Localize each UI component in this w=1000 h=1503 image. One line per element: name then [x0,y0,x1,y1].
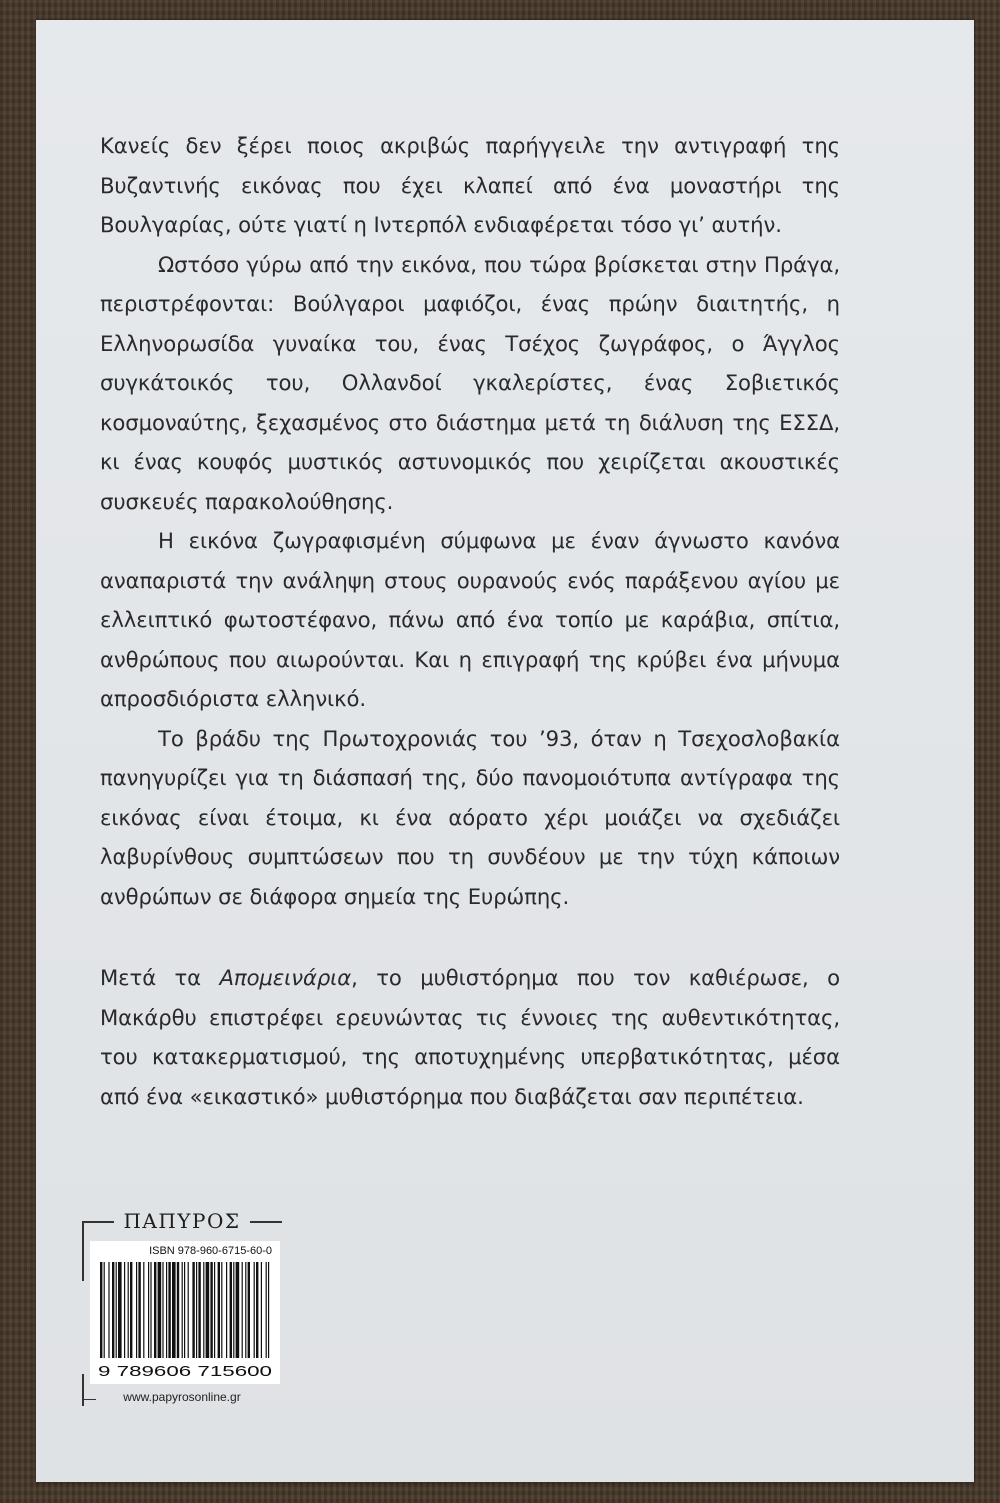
blurb-paragraph-3: Η εικόνα ζωγραφισμένη σύμφωνα με έναν άγνωστο κανόνα αναπαριστά την ανάληψη στους ουρανούς ενός παράξενου αγίου με ελλειπτικό φωτοστέφανο, πάνω από ένα τοπίο με καράβια, σπίτια, ανθρώπους που αιωρούνται. Και η επιγραφή της κρύβει ένα μήνυμα απροσδιόριστα ελληνικό. [100,528,840,711]
publisher-url: www.papyrosonline.gr [123,1390,241,1404]
barcode-bar [188,1262,189,1358]
barcode-bar [116,1262,117,1358]
barcode-bar [268,1262,269,1358]
barcode-digits: 9 789606 715600 [98,1363,272,1380]
barcode-bar [218,1262,220,1358]
barcode-bar [254,1262,255,1358]
publisher-name: ΠΑΠΥΡΟΣ [123,1209,241,1233]
blurb-paragraph-1: Κανείς δεν ξέρει ποιος ακριβώς παρήγγειλε την αντιγραφή της Βυζαντινής εικόνας που έχει κλαπεί από ένα μοναστήρι της Βουλγαρίας, ούτε γιατί η Ιντερπόλ ενδιαφέρεται τόσο γι’ αυτήν. [100,133,840,237]
barcode-bar [172,1262,176,1358]
barcode-bar [150,1262,151,1358]
barcode-bar [198,1262,200,1358]
isbn-text: ISBN 978-960-6715-60-0 [149,1245,272,1257]
blurb-paragraph-5 [100,958,840,1116]
barcode-bar [196,1262,197,1358]
barcode-bar [118,1262,122,1358]
barcode-bar [182,1262,183,1358]
barcode-bar [245,1262,246,1358]
barcode-box [90,1241,280,1384]
barcode-bar [166,1262,167,1358]
barcode-bar [108,1262,109,1358]
barcode-bar [192,1262,194,1358]
barcode-bar [124,1262,125,1358]
barcode-bar [226,1262,227,1358]
barcode-bar [168,1262,170,1358]
barcode [96,1260,274,1380]
barcode-bar [210,1262,212,1358]
bracket-left-top [82,1221,84,1281]
blurb-paragraph-2: Ωστόσο γύρω από την εικόνα, που τώρα βρίσκεται στην Πράγα, περιστρέφονται: Βούλγαροι μαφιόζοι, ένας πρώην διαιτητής, η Ελληνορωσίδα γυναίκα του, ένας Τσέχος ζωγράφος, ο Άγγλος συγκάτοικός του, Ολλανδοί γκαλερίστες, ένας Σοβιετικός κοσμοναύτης, ξεχασμένος στο διάστημα μετά τη διάλυση της ΕΣΣΔ, κι ένας κουφός μυστικός αστυνομικός που χειρίζεται ακουστικές συσκευές παρακολούθησης. [100,251,840,514]
barcode-bar [100,1262,102,1358]
barcode-bar [138,1262,140,1358]
barcode-bar [242,1262,243,1358]
blurb-p5-end: , το μυθιστόρημα που τον καθιέρωσε, ο Μακάρθυ επιστρέφει ερευνώντας τις έννοιες της αυθεντικότητας, του κατακερματισμού, της αποτυχημένης υπερβατικότητας, μέσα από ένα «εικαστικό» μυθιστόρημα που διαβάζεται σαν περιπέτεια. [100,965,840,1109]
blurb-text [100,126,840,1116]
blurb-p5-start: Μετά τα [100,965,220,990]
barcode-bar [104,1262,105,1358]
barcode-bar [184,1262,185,1358]
barcode-bar [162,1262,163,1358]
barcode-bar [177,1262,179,1358]
barcode-bar [206,1262,210,1358]
barcode-bar [143,1262,144,1358]
barcode-bar [130,1262,132,1358]
barcode-bar [158,1262,162,1358]
barcode-bar [256,1262,258,1358]
barcode-bar [248,1262,250,1358]
barcode-bar [236,1262,240,1358]
publisher-block [82,1209,282,1408]
barcode-bar [233,1262,234,1358]
barcode-bar [221,1262,222,1358]
barcode-bar [203,1262,204,1358]
barcode-bar [128,1262,129,1358]
barcode-bar [112,1262,114,1358]
barcode-bar [266,1262,267,1358]
url-rule-left [82,1399,96,1400]
barcode-bar [148,1262,149,1358]
barcode-bar [154,1262,156,1358]
barcode-bar [136,1262,137,1358]
blurb-paragraph-4: Το βράδυ της Πρωτοχρονιάς του ’93, όταν η Τσεχοσλοβακία πανηγυρίζει για τη διάσπασή της, δύο πανομοιότυπα αντίγραφα της εικόνας είναι έτοιμα, κι ένα αόρατο χέρι μοιάζει να σχεδιάζει λαβυρίνθους συμπτώσεων που τη συνδέουν με την τύχη κάποιων ανθρώπων σε διάφορα σημεία της Ευρώπης. [100,725,840,909]
book-title-reference: Απομεινάρια [219,965,352,990]
barcode-bar [261,1262,262,1358]
barcode-bar [214,1262,215,1358]
barcode-bar [230,1262,232,1358]
publisher-rule-right [250,1221,282,1223]
